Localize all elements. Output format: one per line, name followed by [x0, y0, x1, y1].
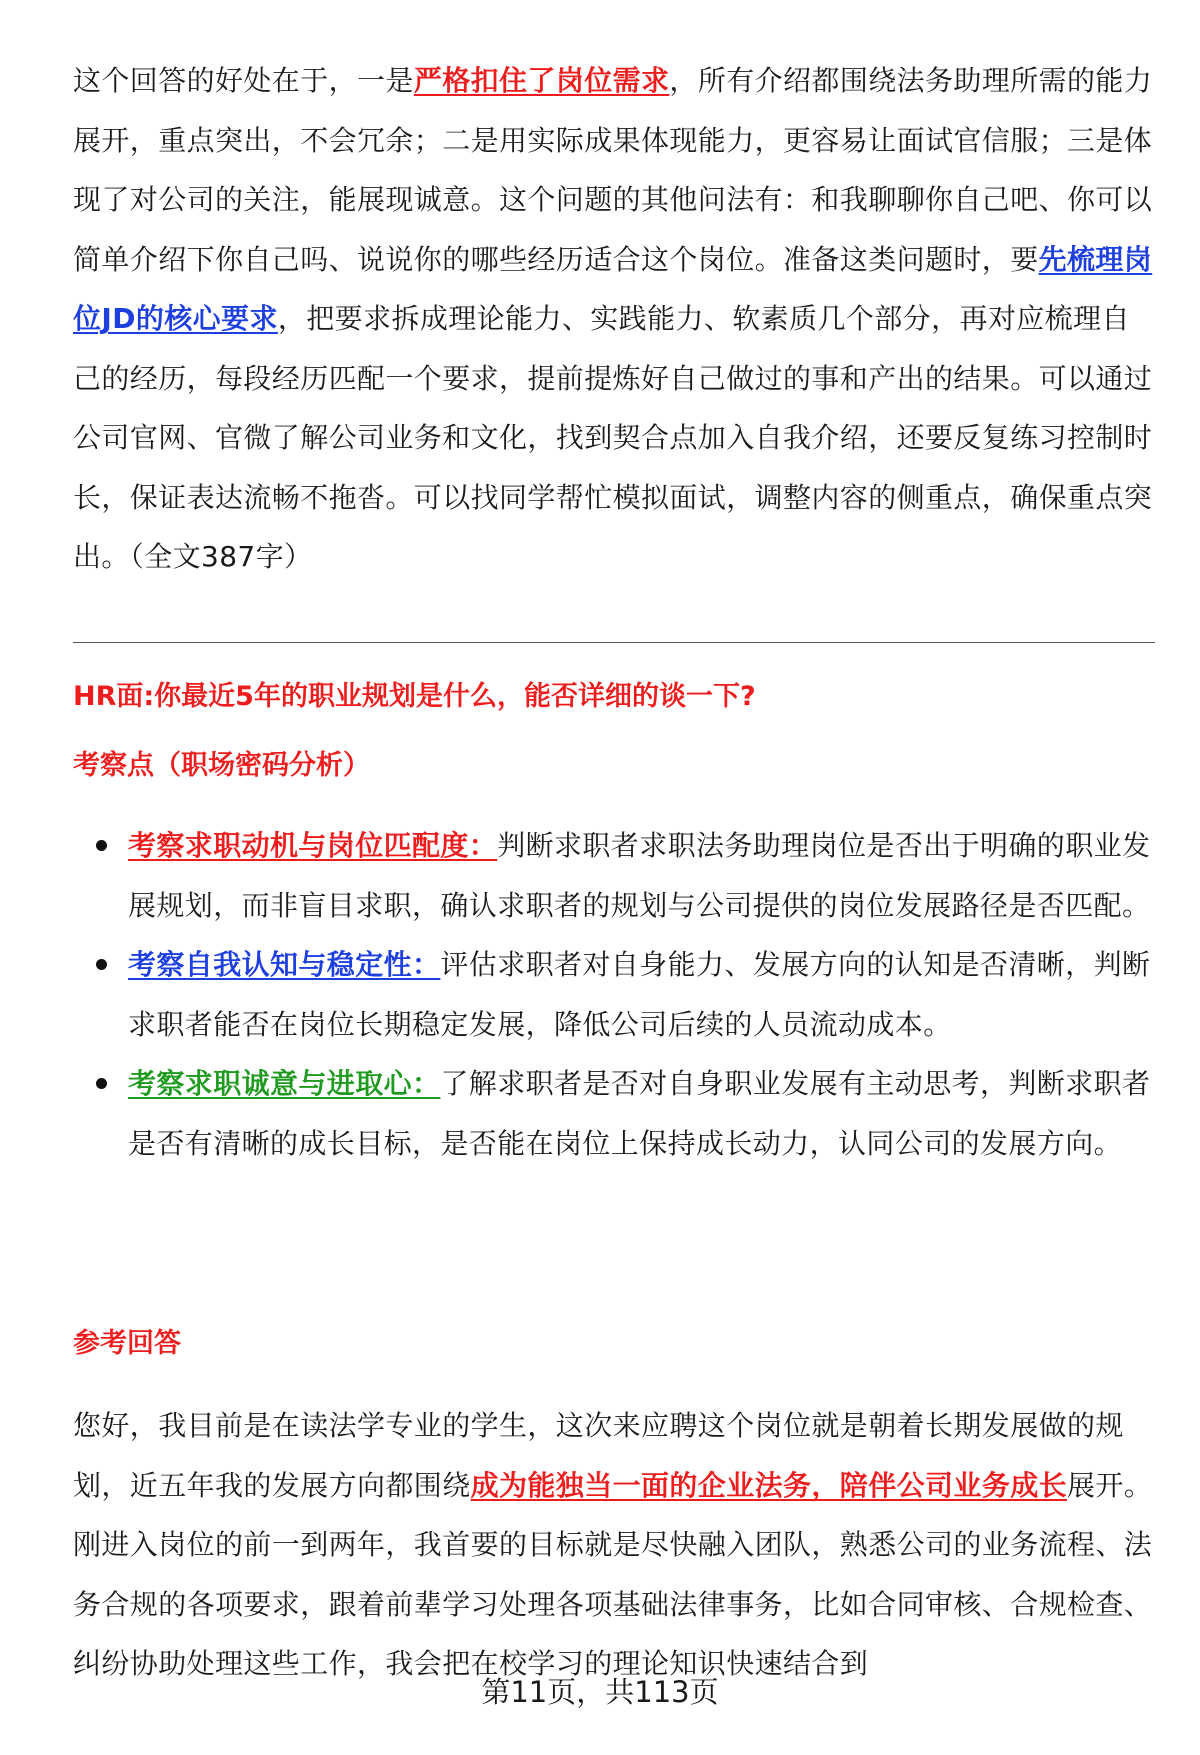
analysis-bullet-list — [128, 816, 1158, 1173]
bullet-dot-icon — [96, 1078, 107, 1089]
list-item — [128, 935, 1158, 1054]
paragraph-text: 展开。刚进入岗位的前一到两年，我首要的目标就是尽快融入团队，熟悉公司的业务流程、法务合规的各项要求，跟着前辈学习处理各项基础法律事务，比如合同审核、合规检查、纠纷协助处理这些工作，我会把在校学习的理论知识快速结合到 — [73, 1468, 1153, 1680]
paragraph-text: ，把要求拆成理论能力、实践能力、软素质几个部分，再对应梳理自己的经历，每段经历匹配一个要求，提前提炼好自己做过的事和产出的结果。可以通过公司官网、官微了解公司业务和文化，找到契合点加入自我介绍，还要反复练习控制时长，保证表达流畅不拖沓。可以找同学帮忙模拟面试，调整内容的侧重点，确保重点突出。（全文387字） — [73, 302, 1153, 573]
bullet-label: 考察求职动机与岗位匹配度： — [128, 829, 498, 862]
highlight-requirement: 严格扣住了岗位需求 — [413, 64, 670, 97]
highlight-jd-core: 先梳理岗位JD的核心要求 — [73, 242, 1153, 335]
bullet-text: 判断求职者求职法务助理岗位是否出于明确的职业发展规划，而非盲目求职，确认求职者的规划与公司提供的岗位发展路径是否匹配。 — [128, 829, 1151, 922]
bullet-label: 考察自我认知与稳定性： — [128, 948, 441, 981]
section-divider — [73, 642, 1155, 643]
bullet-dot-icon — [96, 959, 107, 970]
bullet-dot-icon — [96, 840, 107, 851]
paragraph-answer-commentary — [73, 51, 1153, 587]
list-item — [128, 1054, 1158, 1173]
bullet-label: 考察求职诚意与进取心： — [128, 1067, 441, 1100]
analysis-heading: 考察点（职场密码分析） — [73, 750, 370, 781]
bullet-text: 了解求职者是否对自身职业发展有主动思考，判断求职者是否有清晰的成长目标，是否能在岗位上保持成长动力，认同公司的发展方向。 — [128, 1067, 1151, 1160]
paragraph-text: 您好，我目前是在读法学专业的学生，这次来应聘这个岗位就是朝着长期发展做的规划，近五年我的发展方向都围绕 — [73, 1409, 1124, 1502]
list-item — [128, 816, 1158, 935]
paragraph-reference-answer — [73, 1396, 1153, 1694]
highlight-career-goal: 成为能独当一面的企业法务，陪伴公司业务成长 — [470, 1468, 1068, 1502]
question-heading: HR面:你最近5年的职业规划是什么，能否详细的谈一下? — [73, 681, 756, 712]
paragraph-text: ，所有介绍都围绕法务助理所需的能力展开，重点突出，不会冗余；二是用实际成果体现能力，更容易让面试官信服；三是体现了对公司的关注，能展现诚意。这个问题的其他问法有：和我聊聊你自己吧、你可以简单介绍下你自己吗、说说你的哪些经历适合这个岗位。准备这类问题时，要 — [73, 64, 1153, 276]
answer-heading: 参考回答 — [73, 1328, 181, 1359]
page-number: 第11页，共113页 — [481, 1675, 719, 1709]
paragraph-text: 这个回答的好处在于，一是 — [73, 64, 414, 97]
bullet-text: 评估求职者对自身能力、发展方向的认知是否清晰，判断求职者能否在岗位长期稳定发展，降低公司后续的人员流动成本。 — [128, 948, 1151, 1041]
